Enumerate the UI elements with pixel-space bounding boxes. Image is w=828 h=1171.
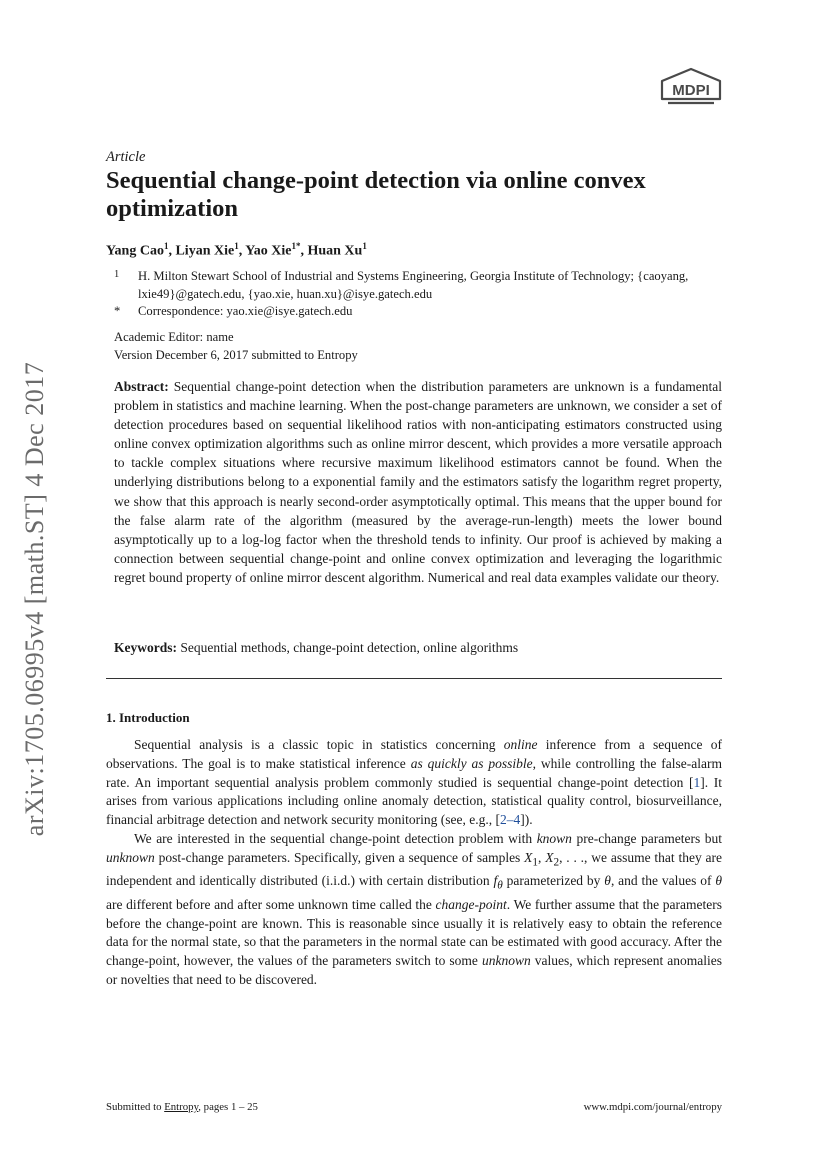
- mdpi-logo: [658, 67, 724, 107]
- article-meta: [114, 329, 358, 364]
- abstract: [114, 377, 722, 587]
- author-list: Yang Cao$^1$, Liyan Xie$^1$, Yao Xie$^{1*}$, Huan Xu$^1$: [106, 241, 367, 259]
- section-body: [106, 736, 722, 990]
- journal-link[interactable]: Entropy: [164, 1101, 199, 1113]
- affiliation-row: [114, 268, 726, 303]
- academic-editor: Academic Editor: name: [114, 330, 234, 344]
- arxiv-sidebar-id: arXiv:1705.06995v4 [math.ST] 4 Dec 2017: [20, 361, 49, 837]
- citation-link[interactable]: 4: [513, 812, 521, 828]
- abstract-text: Sequential change-point detection when the distribution parameters are unknown is a fundamental problem in statistics and machine learning. When the post-change parameters are unknown, we consider a set of detection procedures based on sequential likelihood ratios with non-anticipating estimators constructed using online convex optimization algorithms such as online mirror descent, which provides a more versatile approach to tackle complex situations where recursive maximum likelihood estimators cannot be found. When the underlying distributions belong to a exponential family and the estimators satisfy the logarithm regret property, we show that this approach is nearly second-order asymptotically optimal. This means that the upper bound for the false alarm rate of the algorithm (measured by the average-run-length) meets the lower bound asymptotically up to a log-log factor when the threshold tends to infinity. Our proof is achieved by making a connection between sequential change-point and online convex optimization and leveraging the logarithmic regret bound property of online mirror descent algorithm. Numerical and real data examples validate our theory.: [114, 379, 722, 585]
- author-affil-mark: 1: [163, 241, 169, 251]
- affiliation-mark: 1: [114, 269, 120, 280]
- mdpi-logo-text: MDPI: [672, 82, 710, 99]
- section-divider: [106, 678, 722, 679]
- correspondence-row: [114, 303, 726, 321]
- author-affil-mark: 1: [234, 241, 239, 251]
- author-affil-mark: 1*: [291, 241, 301, 251]
- correspondence-text: Correspondence: yao.xie@isye.gatech.edu: [138, 304, 353, 318]
- abstract-label: Abstract:: [114, 379, 169, 394]
- author-name: Huan Xu: [307, 243, 363, 259]
- citation-link[interactable]: 1: [693, 774, 701, 790]
- author-name: Yao Xie: [245, 243, 292, 259]
- affiliation-text: H. Milton Stewart School of Industrial and Systems Engineering, Georgia Institute of Technology; {caoyang, lxie49}@gatech.edu, {yao.xie, huan.xu}@isye.gatech.edu: [138, 269, 689, 301]
- footer-url[interactable]: www.mdpi.com/journal/entropy: [583, 1101, 722, 1113]
- paper-title: Sequential change-point detection via online convex optimization: [106, 167, 646, 222]
- keywords: [114, 638, 722, 657]
- paragraph-1: Sequential analysis is a classic topic in statistics concerning online inference from a sequence of observations. The goal is to make statistical inference as quickly as possible, while controlling the false-alarm rate. An important sequential analysis problem commonly studied is sequential change-point detection [1]. It arises from various applications including online anomaly detection, statistical quality control, biosurveillance, financial arbitrage detection and network security monitoring (see, e.g., [2–4]).: [106, 737, 722, 828]
- affiliations: [114, 268, 726, 321]
- section-heading: 1. Introduction: [106, 710, 190, 725]
- author-name: Liyan Xie: [175, 243, 235, 259]
- footer-left: Submitted to Entropy, pages 1 – 25: [106, 1101, 258, 1113]
- author-affil-mark: 1: [362, 241, 367, 251]
- correspondence-mark: *: [114, 304, 121, 318]
- version-line: Version December 6, 2017 submitted to Entropy: [114, 347, 358, 362]
- keywords-text: Sequential methods, change-point detection, online algorithms: [180, 640, 519, 655]
- author-name: Yang Cao: [106, 243, 164, 259]
- paragraph-2: We are interested in the sequential change-point detection problem with known pre-change parameters but unknown post-change parameters. Specifically, given a sequence of samples $X_1$, $X_2$, . . ., we assume that they are independent and identically distributed (i.i.d.) with certain distribution $f_\theta$ parameterized by θ, and the values of θ are different before and after some unknown time called the change-point. We further assume that the parameters before the change-point are known. This is reasonable since usually it is relatively easy to obtain the reference data for the normal state, so that the parameters in the normal state can be estimated with good accuracy. After the change-point, however, the values of the parameters switch to some unknown values, which represent anomalies or novelties that need to be discovered.: [106, 830, 723, 987]
- article-type: Article: [106, 149, 146, 165]
- citation-link[interactable]: 2: [499, 812, 507, 828]
- keywords-label: Keywords:: [114, 640, 177, 655]
